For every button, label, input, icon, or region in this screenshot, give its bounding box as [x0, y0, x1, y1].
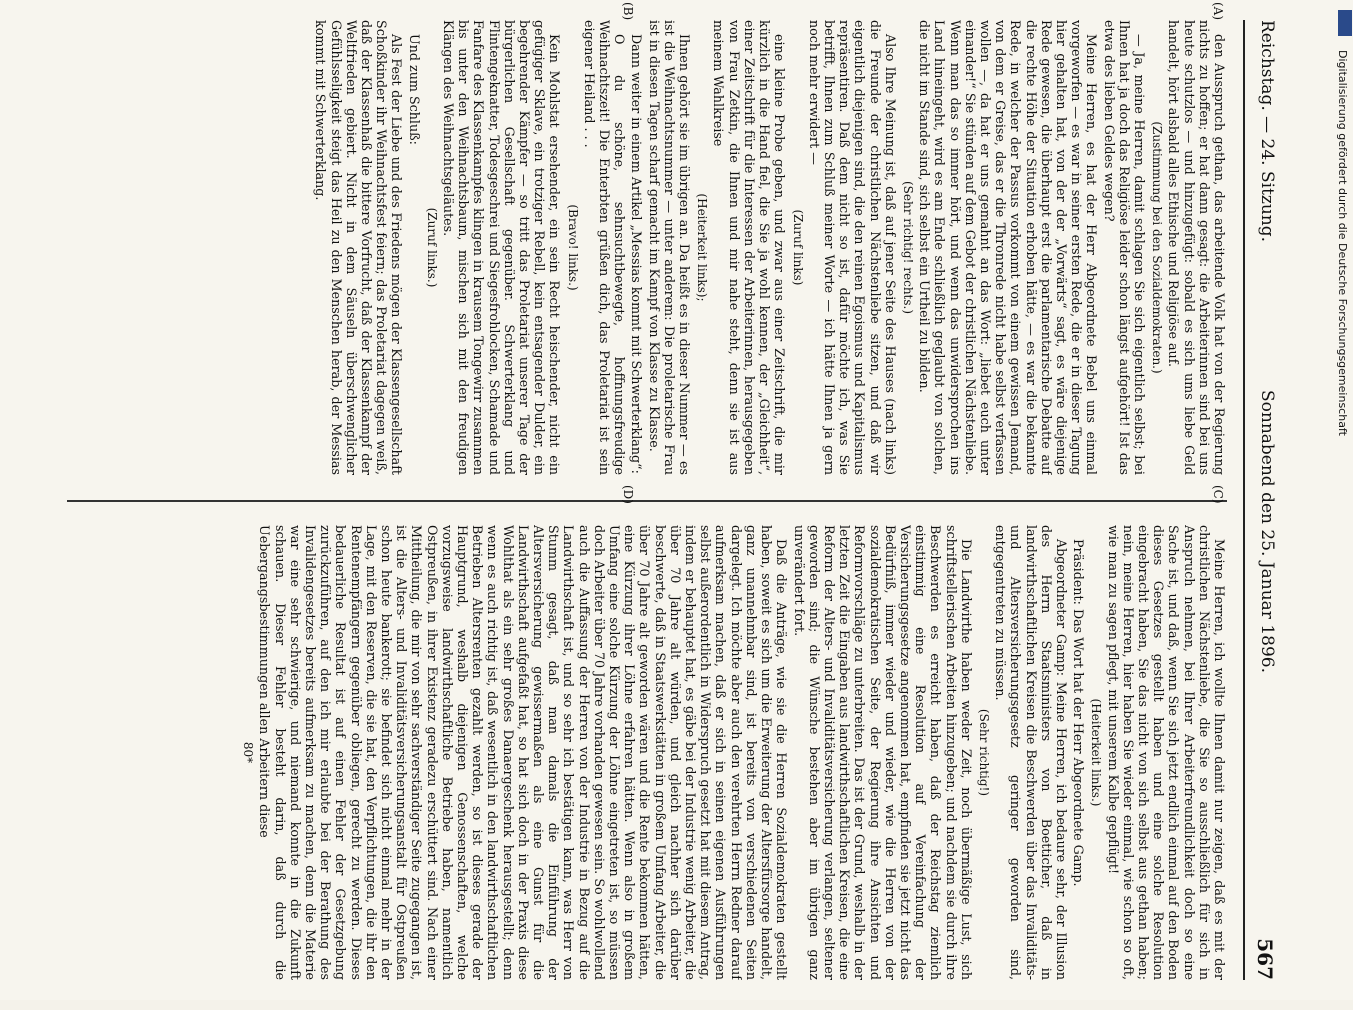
column-divider — [67, 500, 1227, 502]
margin-mark-b: (B) — [621, 2, 635, 21]
quote: Als Fest der Liebe und des Friedens mögen der Klassengesellschaft Schoßkinder ihr Weihnachtsfest feiern; das Proletariat dagegen weiß, daß der Klassenhaß die bittere Vorfrucht, daß der Klassenkampf der Weltfrieden gebiert. Nicht in dem Säuseln überschwenglicher Gefühlsseligkeit steigt das Heil zu den Menschen herab, der Messias kommt mit Schwerterklang. — [313, 20, 405, 475]
credit-text: Digitalisierung gefördert durch die Deutsche Forschungsgemeinschaft — [1336, 50, 1349, 436]
paragraph: Daß die Anträge, wie sie die Herren Sozialdemokraten gestellt haben, soweit es sich um die Erweiterung der Altersfürsorge handelt, ganz unannehmbar sind, ist bereits von verschiedenen Seiten dargelegt. Ich möchte aber auch den verehrten Herrn Redner darauf aufmerksam machen, daß er sich in seinen eigenen Ausführungen selbst außerordentlich in Widerspruch gesetzt hat mit diesem Antrag, indem er behauptet hat, es gäbe bei der Industrie wenig Arbeiter, die über 70 Jahre alt würden, und gleich nachher sich darüber beschwerte, daß in Staatswerkstätten in großem Umfang Arbeiter, die über 70 Jahre alt geworden wären und die Rente bekommen hätten, eine Kürzung ihrer Löhne erfahren hätten. Wenn also in großem Umfang eine solche Kürzung der Löhne eingetreten ist, so müssen doch Arbeiter über 70 Jahre vorhanden gewesen sein. So wohlwollend auch die Auffassung der Herren von der Industrie in Bezug auf die Landwirthschaft ist, und so sehr ich bestätigen kann, was Herr von Stumm gesagt, daß man damals die Einführung der Altersversicherung gewissermaßen als eine Gunst für die Landwirthschaft aufgefaßt hat, so hat sich doch in der Praxis diese Wohlthat als ein sehr großes Danaergeschenk herausgestellt; denn wenn es auch richtig ist, daß wesentlich in den landwirthschaftlichen Betrieben Altersrenten gezahlt werden, so ist dieses gerade der Hauptgrund, weshalb diejenigen Genossenschaften, welche vorzugsweise landwirthschaftliche Betriebe haben, namentlich Ostpreußen, in ihrer Existenz geradezu erschüttert sind. Nach einer Mittheilung, die mir von sehr sachverständiger Seite zugegangen ist, ist die Alters- und Invaliditätsversicherungsanstalt für Ostpreußen schon heute bankerott; sie befindet sich nicht einmal mehr in der Lage, mit den Reserven, die sie hat, den Verpflichtungen, die ihr den Rentenempfängern gegenüber obliegen, gerecht zu werden. Dieses bedauerliche Resultat ist auf einen Fehler der Gesetzgebung zurückzuführen, auf den ich mir erlaubte bei der Berathung des Invalidengesetzes bereits aufmerksam zu machen, denn die Materie war eine sehr schwierige, und niemand konnte in die Zukunft schauen. Dieser Fehler besteht darin, daß durch die Uebergangsbestimmungen allen Arbeitern diese — [257, 525, 790, 980]
paragraph: Dann weiter in einem Artikel „Messias kommt mit Schwerterklang“: — [629, 34, 645, 474]
page-number: 567 — [1253, 938, 1277, 980]
quote: O du schöne, sehnsuchtbewegte, hoffnungsfreudige Weihnachtszeit! Die Enterbten grüßen dich, das Proletariat ist sein eigener Heiland . . . — [581, 20, 628, 475]
margin-mark-d: (D) — [621, 485, 635, 504]
credit-line — [1333, 10, 1353, 970]
header-left: Reichstag. — 24. Sitzung. — [1257, 20, 1277, 243]
quote: Kein Mohlstat ersehender, ein sein Recht heischender, nicht ein gefügiger Sklave, ein trotziger Rebell, kein entsagender Dulder, ein begehrender Kämpfer — so tritt das Proletariat unserer Tage der bürgerlichen Gesellschaft gegenüber. Schwerterklang und Flintengeknatter, Todesgeschrei und Siegesfrohlocken, Schamade und Fanfare des Klassenkampfes klingen in krausem Tongewirr zusammen bis unter den Weihnachtsbaum, mischen sich mit den freudigen Klängen des Weihnachtsgeläutes. — [441, 20, 563, 475]
signature-mark: 80* — [241, 741, 256, 764]
right-column — [67, 525, 1227, 980]
interjection: (Sehr richtig! rechts.) — [900, 180, 915, 315]
paragraph: den Ausspruch gethan, das arbeitende Volk hat von der Regierung nichts zu hoffen; er hat dann gesagt: die Arbeiterinnen sind bei uns heute schutzlos — und hinzugefügt: sobald es sich ums liebe Geld handelt, hört alsbald alles Ethische und Religiöse auf. — [1166, 20, 1227, 475]
margin-mark-c: (C) — [1211, 485, 1225, 504]
paragraph: Also Ihre Meinung ist, daß auf jener Seite des Hauses (nach links) die Freunde der christlichen Nächstenliebe sitzen, und daß wir eigentlich diejenigen sind, die den reinen Egoismus und Kapitalismus repräsentiren. Daß dem nicht so ist, dafür möchte ich, was Sie betrifft, Ihnen zum Schluß meiner Worte — ich hätte Ihnen ja gern noch mehr erwidert — — [806, 20, 898, 475]
margin-mark-a: (A) — [1211, 2, 1225, 21]
left-column — [67, 20, 1227, 475]
page-header — [1243, 20, 1277, 980]
paragraph: eine kleine Probe geben, und zwar aus einer Zeitschrift, die mir kürzlich in die Hand fiel, die Sie ja wohl kennen, der „Gleichheit“, einer Zeitschrift für die Interessen der Arbeiterinnen, herausgegeben von Frau Zetkin, die Ihnen und mir nahe steht, denn sie ist aus meinem Wahlkreise — [711, 20, 788, 475]
interjection: (Zuruf links) — [790, 209, 805, 286]
header-date: Sonnabend den 25. Januar 1896. — [1257, 390, 1277, 674]
paragraph: Ihnen gehört sie im übrigen an. Da heißt es in dieser Nummer — es ist die Weihnachtsnummer — unter anderem: Die proletarische Frau ist in diesen Tagen scharf gemacht im Kampf von Klasse zu Klasse. — [646, 20, 693, 475]
interjection: (Zustimmung bei den Sozialdemokraten.) — [1150, 121, 1165, 374]
paragraph: Präsident: Das Wort hat der Herr Abgeordnete Gamp. — [1071, 539, 1087, 887]
rotated-page-content — [45, 0, 1285, 1000]
interjection: (Heiterkeit links.) — [1089, 698, 1104, 807]
interjection: (Sehr richtig!) — [976, 708, 991, 797]
interjection: (Bravo! links.) — [565, 204, 580, 291]
interjection: (Zuruf links.) — [424, 207, 439, 288]
header-rule — [1243, 20, 1245, 980]
paragraph: Abgeordneter Gamp: Meine Herren, ich bedaure sehr, der Illusion des Herrn Staatsministers von Boetticher, daß in landwirthschaftlichen Kreisen die Beschwerden über das Invaliditäts- und Altersversicherungsgesetz geringer geworden sind, entgegentreten zu müssen. — [993, 525, 1069, 980]
paragraph: — Ja, meine Herren, damit schlagen Sie sich eigentlich selbst; bei Ihnen hat ja doch das Religiöse leider schon längst aufgehört! Ist das etwa des lieben Geldes wegen? — [1101, 20, 1147, 475]
paragraph: Die Landwirthe haben weder Zeit, noch übermäßige Lust, sich schriftstellerischen Arbeiten hinzugeben; und nachdem sie durch ihre Beschwerden es erreicht haben, daß der Reichstag ziemlich einstimmig eine Resolution auf Vereinfachung der Versicherungsgesetze angenommen hat, empfinden sie jetzt nicht das Bedürfniß, immer wieder und wieder, wie die Herren von der sozialdemokratischen Seite, der Regierung ihre Ansichten und Reformvorschläge zu unterbreiten. Das ist der Grund, weshalb in der letzten Zeit die Eingaben aus landwirthschaftlichen Kreisen, die eine Reform der Alters- und Invaliditätsversicherung verlangen, seltener geworden sind; die Wünsche bestehen aber im übrigen ganz unverändert fort. — [791, 525, 974, 980]
paragraph: Meine Herren, ich wollte Ihnen damit nur zeigen, daß es mit der christlichen Nächstenliebe, die Sie so ausschließlich für sich in Anspruch nehmen, bei Ihrer Arbeiterfreundlichkeit doch so eine Sache ist, und daß, wenn Sie sich jetzt endlich einmal auf den Boden dieses Gesetzes gestellt haben und eine solche Resolution eingebracht haben, Sie das nicht von sich selbst aus gethan haben; nein, meine Herren, hier haben Sie wieder einmal, wie schon so oft, wie man zu sagen pflegt, mit unserem Kalbe gepflügt! — [1105, 525, 1227, 980]
paragraph: Meine Herren, es hat der Herr Abgeordnete Bebel uns einmal vorgeworfen — es war in seiner ersten Rede, die er in dieser Tagung hier gehalten hat, von der der „Vorwärts“ sagt, es wäre diejenige Rede gewesen, die überhaupt erst die parlamentarische Debatte auf die rechte Höhe der Situation erhoben hätte, — es war die bekannte Rede, in welcher der Passus vorkommt von einem gewissen Jemand, von dem er Greise, das er die Thronrede nicht habe selbst verfassen wollen —, da hat er uns gemahnt an das Wort: „liebet euch unter einander!“ Sie stünden auf dem Gebot der christlichen Nächstenliebe. Wenn man das so immer hört, und wenn das unwidersprochen ins Land hineingeht, wird es am Ende schließlich geglaubt von solchen, die nicht im Stande sind, sich selbst ein Urtheil zu bilden. — [917, 20, 1100, 475]
paragraph: Und zum Schluß: — [406, 34, 422, 145]
interjection: (Heiterkeit links); — [695, 193, 710, 302]
